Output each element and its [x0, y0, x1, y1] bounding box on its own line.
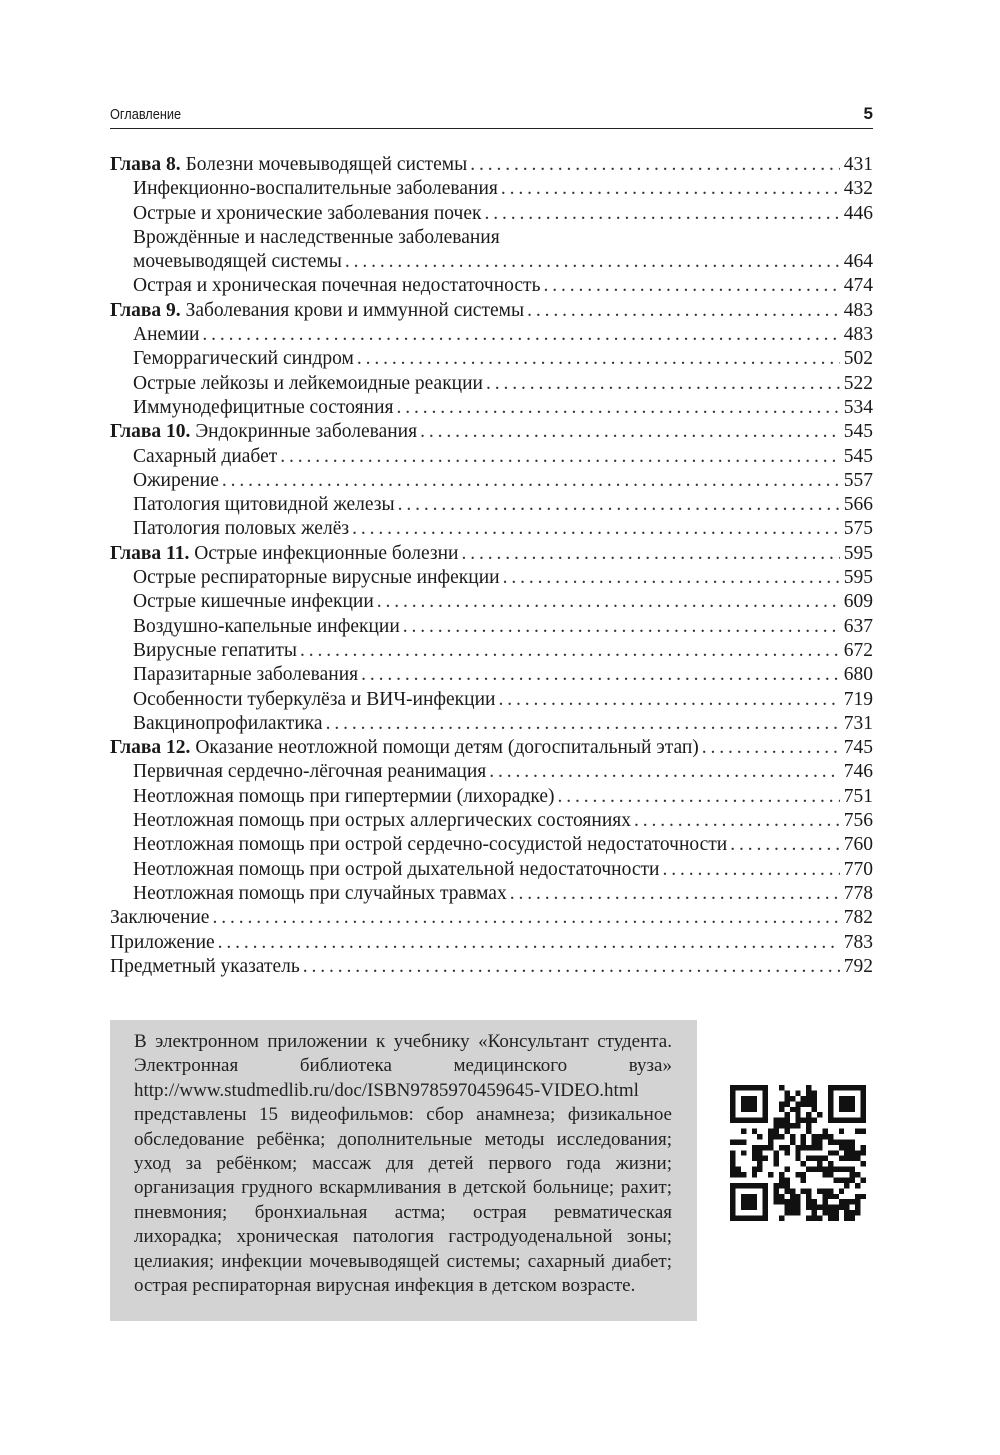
toc-page-number: 792: [843, 955, 873, 977]
toc-page-number: 557: [843, 469, 873, 491]
toc-entry[interactable]: [110, 931, 873, 955]
toc-entry-title: Неотложная помощь при острой дыхательной недостаточности: [133, 858, 660, 880]
toc-entry-label: [133, 615, 400, 639]
toc-entry[interactable]: [110, 785, 873, 809]
toc-entry-title: Анемии: [133, 324, 200, 346]
toc-entry-label: [110, 906, 209, 930]
toc-entry-label: [133, 347, 354, 371]
toc-entry-title: Острые респираторные вирусные инфекции: [133, 567, 500, 589]
toc-entry-title: Неотложная помощь при гипертермии (лихорадке): [133, 785, 555, 807]
toc-entry-title: Неотложная помощь при острой сердечно-сосудистой недостаточности: [133, 834, 728, 856]
toc-page-number: 566: [843, 494, 873, 516]
toc-chapter[interactable]: [110, 420, 873, 444]
toc-page-number: 534: [843, 396, 873, 418]
toc-page-number: 483: [843, 324, 873, 346]
page-number: 5: [863, 104, 873, 123]
toc-entry-title: Первичная сердечно-лёгочная реанимация: [133, 761, 487, 783]
toc-entry-title: Патология щитовидной железы: [133, 494, 395, 516]
toc-entry-title: Оказание неотложной помощи детям (догоспитальный этап): [195, 737, 699, 759]
toc-entry-label: [133, 250, 342, 274]
toc-page-number: 595: [843, 567, 873, 589]
toc-page-number: 782: [843, 907, 873, 929]
toc-chapter[interactable]: [110, 299, 873, 323]
toc-page-number: 609: [843, 591, 873, 613]
toc-page-number: 745: [843, 737, 873, 759]
dot-leader: [662, 858, 839, 882]
toc-entry-label: [133, 372, 483, 396]
toc-entry-label: [133, 688, 495, 712]
toc-entry-title: Иммунодефицитные состояния: [133, 396, 394, 418]
toc-entry-title: Вирусные гепатиты: [133, 639, 297, 661]
toc-entry-label: [110, 955, 300, 979]
toc-entry[interactable]: [110, 445, 873, 469]
toc-page-number: 502: [843, 348, 873, 370]
dot-leader: [403, 615, 840, 639]
toc-entry-label: [110, 299, 524, 323]
dot-leader: [470, 153, 840, 177]
toc-page-number: 431: [843, 154, 873, 175]
toc-page-number: 575: [843, 518, 873, 540]
toc-entry-title: мочевыводящей системы: [133, 251, 342, 273]
dot-leader: [300, 639, 840, 663]
toc-page-number: 483: [843, 299, 873, 321]
toc-page-number: 464: [843, 251, 873, 273]
dot-leader: [345, 250, 840, 274]
dot-leader: [303, 955, 840, 979]
toc-entry-label: [133, 202, 481, 226]
toc-entry-title: Заключение: [110, 907, 210, 929]
running-header: [110, 104, 873, 129]
toc-entry-label: [133, 274, 540, 298]
toc-entry-title: Неотложная помощь при случайных травмах: [133, 882, 507, 904]
dot-leader: [702, 736, 840, 760]
dot-leader: [202, 323, 839, 347]
toc-entry[interactable]: [110, 858, 873, 882]
toc-page-number: 770: [843, 858, 873, 880]
toc-entry[interactable]: [110, 590, 873, 614]
toc-entry-title: Предметный указатель: [110, 955, 300, 977]
toc-entry[interactable]: [110, 906, 873, 930]
toc-entry[interactable]: [110, 639, 873, 663]
toc-entry-title: Острая и хроническая почечная недостаточность: [133, 275, 541, 297]
toc-page-number: 719: [843, 688, 873, 710]
toc-entry-label: [133, 809, 631, 833]
toc-entry[interactable]: [110, 347, 873, 371]
toc-page-number: 545: [843, 445, 873, 467]
toc-page-number: 595: [843, 542, 873, 564]
chapter-number: Глава 10.: [110, 421, 191, 443]
toc-entry-label: [110, 736, 699, 760]
toc-entry[interactable]: [110, 202, 873, 226]
toc-entry[interactable]: [110, 250, 873, 274]
toc-entry[interactable]: [110, 955, 873, 979]
toc-entry[interactable]: [110, 517, 873, 541]
toc-entry-label: [110, 542, 458, 566]
toc-entry-label: [133, 396, 393, 420]
toc-page-number: 522: [843, 372, 873, 394]
toc-entry-label: [133, 785, 554, 809]
chapter-number: Глава 8.: [110, 154, 181, 175]
dot-leader: [377, 590, 840, 614]
toc-entry-title: Острые инфекционные болезни: [194, 542, 459, 564]
dot-leader: [510, 882, 840, 906]
toc-entry-label: [133, 760, 486, 784]
toc-entry-label: [133, 469, 219, 493]
toc-page-number: 446: [843, 202, 873, 224]
toc-entry[interactable]: [110, 323, 873, 347]
toc-page-number: 731: [843, 712, 873, 734]
toc-entry[interactable]: [110, 469, 873, 493]
toc-entry-label: [133, 566, 500, 590]
toc-entry-label: [133, 663, 358, 687]
dot-leader: [543, 274, 839, 298]
dot-leader: [326, 712, 840, 736]
toc-entry-label: [133, 590, 374, 614]
dot-leader: [527, 299, 840, 323]
toc-entry[interactable]: [110, 809, 873, 833]
dot-leader: [222, 469, 840, 493]
dot-leader: [484, 202, 839, 226]
toc-entry-label: [133, 445, 277, 469]
dot-leader: [501, 177, 840, 201]
toc-page-number: 432: [843, 178, 873, 200]
toc-entry-label: [133, 517, 349, 541]
toc-entry-title: Приложение: [110, 931, 215, 953]
toc-chapter[interactable]: [110, 736, 873, 760]
dot-leader: [396, 396, 839, 420]
toc-entry-label-first-line: Врождённые и наследственные заболевания: [133, 226, 500, 248]
toc-entry-title: Острые и хронические заболевания почек: [133, 202, 482, 224]
toc-chapter[interactable]: [110, 542, 873, 566]
toc-entry[interactable]: [110, 274, 873, 298]
dot-leader: [398, 493, 840, 517]
toc-page-number: 751: [843, 785, 873, 807]
dot-leader: [486, 372, 840, 396]
dot-leader: [280, 445, 839, 469]
toc-entry[interactable]: [110, 663, 873, 687]
dot-leader: [557, 785, 839, 809]
toc-page-number: 783: [843, 931, 873, 953]
toc-entry-title: Болезни мочевыводящей системы: [185, 154, 468, 175]
toc-entry[interactable]: [110, 396, 873, 420]
dot-leader: [489, 760, 840, 784]
toc-page-number: 778: [843, 882, 873, 904]
toc-entry-label: [110, 153, 467, 177]
dot-leader: [218, 931, 840, 955]
note-text: В электронном приложении к учебнику «Консультант студента. Электронная библиотека медицинского вуза» http://www.studmedlib.ru/doc/ISBN9785970459645-VIDEO.html представлены 15 видеофильмов: сбор анамнеза; физикальное обследование ребёнка; дополнительные методы исследования; уход за ребёнком; массаж для детей первого года жизни; организация грудного вскармливания в детской больнице; рахит; пневмония; бронхиальная астма; острая ревматическая лихорадка; хроническая патология гастродуоденальной зоны; целиакия; инфекции мочевыводящей системы; сахарный диабет; острая респираторная вирусная инфекция в детском возрасте.: [134, 1031, 672, 1297]
dot-leader: [503, 566, 840, 590]
electronic-supplement-note: [110, 1020, 697, 1321]
toc-entry[interactable]: [110, 833, 873, 857]
toc-page-number: 756: [843, 810, 873, 832]
toc-entry-label: [110, 931, 215, 955]
toc-page-number: 637: [843, 615, 873, 637]
toc-entry-title: Эндокринные заболевания: [195, 421, 418, 443]
toc-entry-label: [133, 177, 498, 201]
dot-leader: [357, 347, 840, 371]
toc-page-number: 760: [843, 834, 873, 856]
toc-entry-title: Особенности туберкулёза и ВИЧ-инфекции: [133, 688, 496, 710]
toc-entry-title: Воздушно-капельные инфекции: [133, 615, 400, 637]
dot-leader: [461, 542, 839, 566]
toc-page-number: 545: [843, 421, 873, 443]
toc-entry-label: [133, 639, 297, 663]
toc-entry-label: [133, 858, 659, 882]
toc-entry-title: Сахарный диабет: [133, 445, 278, 467]
toc-entry-title: Неотложная помощь при острых аллергических состояниях: [133, 810, 631, 832]
dot-leader: [498, 688, 839, 712]
table-of-contents: [110, 153, 873, 979]
toc-entry-label: [133, 833, 727, 857]
toc-entry[interactable]: [110, 688, 873, 712]
chapter-number: Глава 12.: [110, 737, 191, 759]
chapter-number: Глава 11.: [110, 542, 190, 564]
toc-entry-title: Геморрагический синдром: [133, 348, 354, 370]
qr-code-icon: [730, 1085, 866, 1221]
toc-entry[interactable]: [110, 566, 873, 590]
toc-entry-title: Паразитарные заболевания: [133, 664, 359, 686]
toc-entry-title: Ожирение: [133, 469, 219, 491]
toc-entry[interactable]: [110, 493, 873, 517]
toc-entry[interactable]: [110, 372, 873, 396]
running-title: Оглавление: [110, 106, 182, 123]
chapter-number: Глава 9.: [110, 299, 181, 321]
toc-page-number: 474: [843, 275, 873, 297]
toc-entry-title: Патология половых желёз: [133, 518, 350, 540]
toc-page-number: 680: [843, 664, 873, 686]
toc-entry-label: [133, 882, 507, 906]
toc-entry[interactable]: [110, 760, 873, 784]
toc-entry[interactable]: [110, 882, 873, 906]
toc-entry-title: Инфекционно-воспалительные заболевания: [133, 178, 498, 200]
toc-entry[interactable]: [110, 177, 873, 201]
dot-leader: [634, 809, 840, 833]
dot-leader: [352, 517, 840, 541]
toc-page-number: 746: [843, 761, 873, 783]
toc-entry-label: [133, 712, 323, 736]
toc-entry-label: [110, 420, 417, 444]
dot-leader: [361, 663, 840, 687]
toc-page-number: 672: [843, 639, 873, 661]
dot-leader: [730, 833, 840, 857]
toc-entry[interactable]: [110, 615, 873, 639]
dot-leader: [420, 420, 840, 444]
toc-entry-title: Заболевания крови и иммунной системы: [185, 299, 525, 321]
toc-chapter[interactable]: [110, 153, 873, 177]
toc-entry-label: [133, 493, 395, 517]
toc-entry-title: Острые лейкозы и лейкемоидные реакции: [133, 372, 483, 394]
toc-entry-title: Вакцинопрофилактика: [133, 712, 323, 734]
toc-entry-label: [133, 323, 199, 347]
dot-leader: [212, 906, 839, 930]
toc-entry-title: Острые кишечные инфекции: [133, 591, 374, 613]
toc-entry[interactable]: [110, 712, 873, 736]
